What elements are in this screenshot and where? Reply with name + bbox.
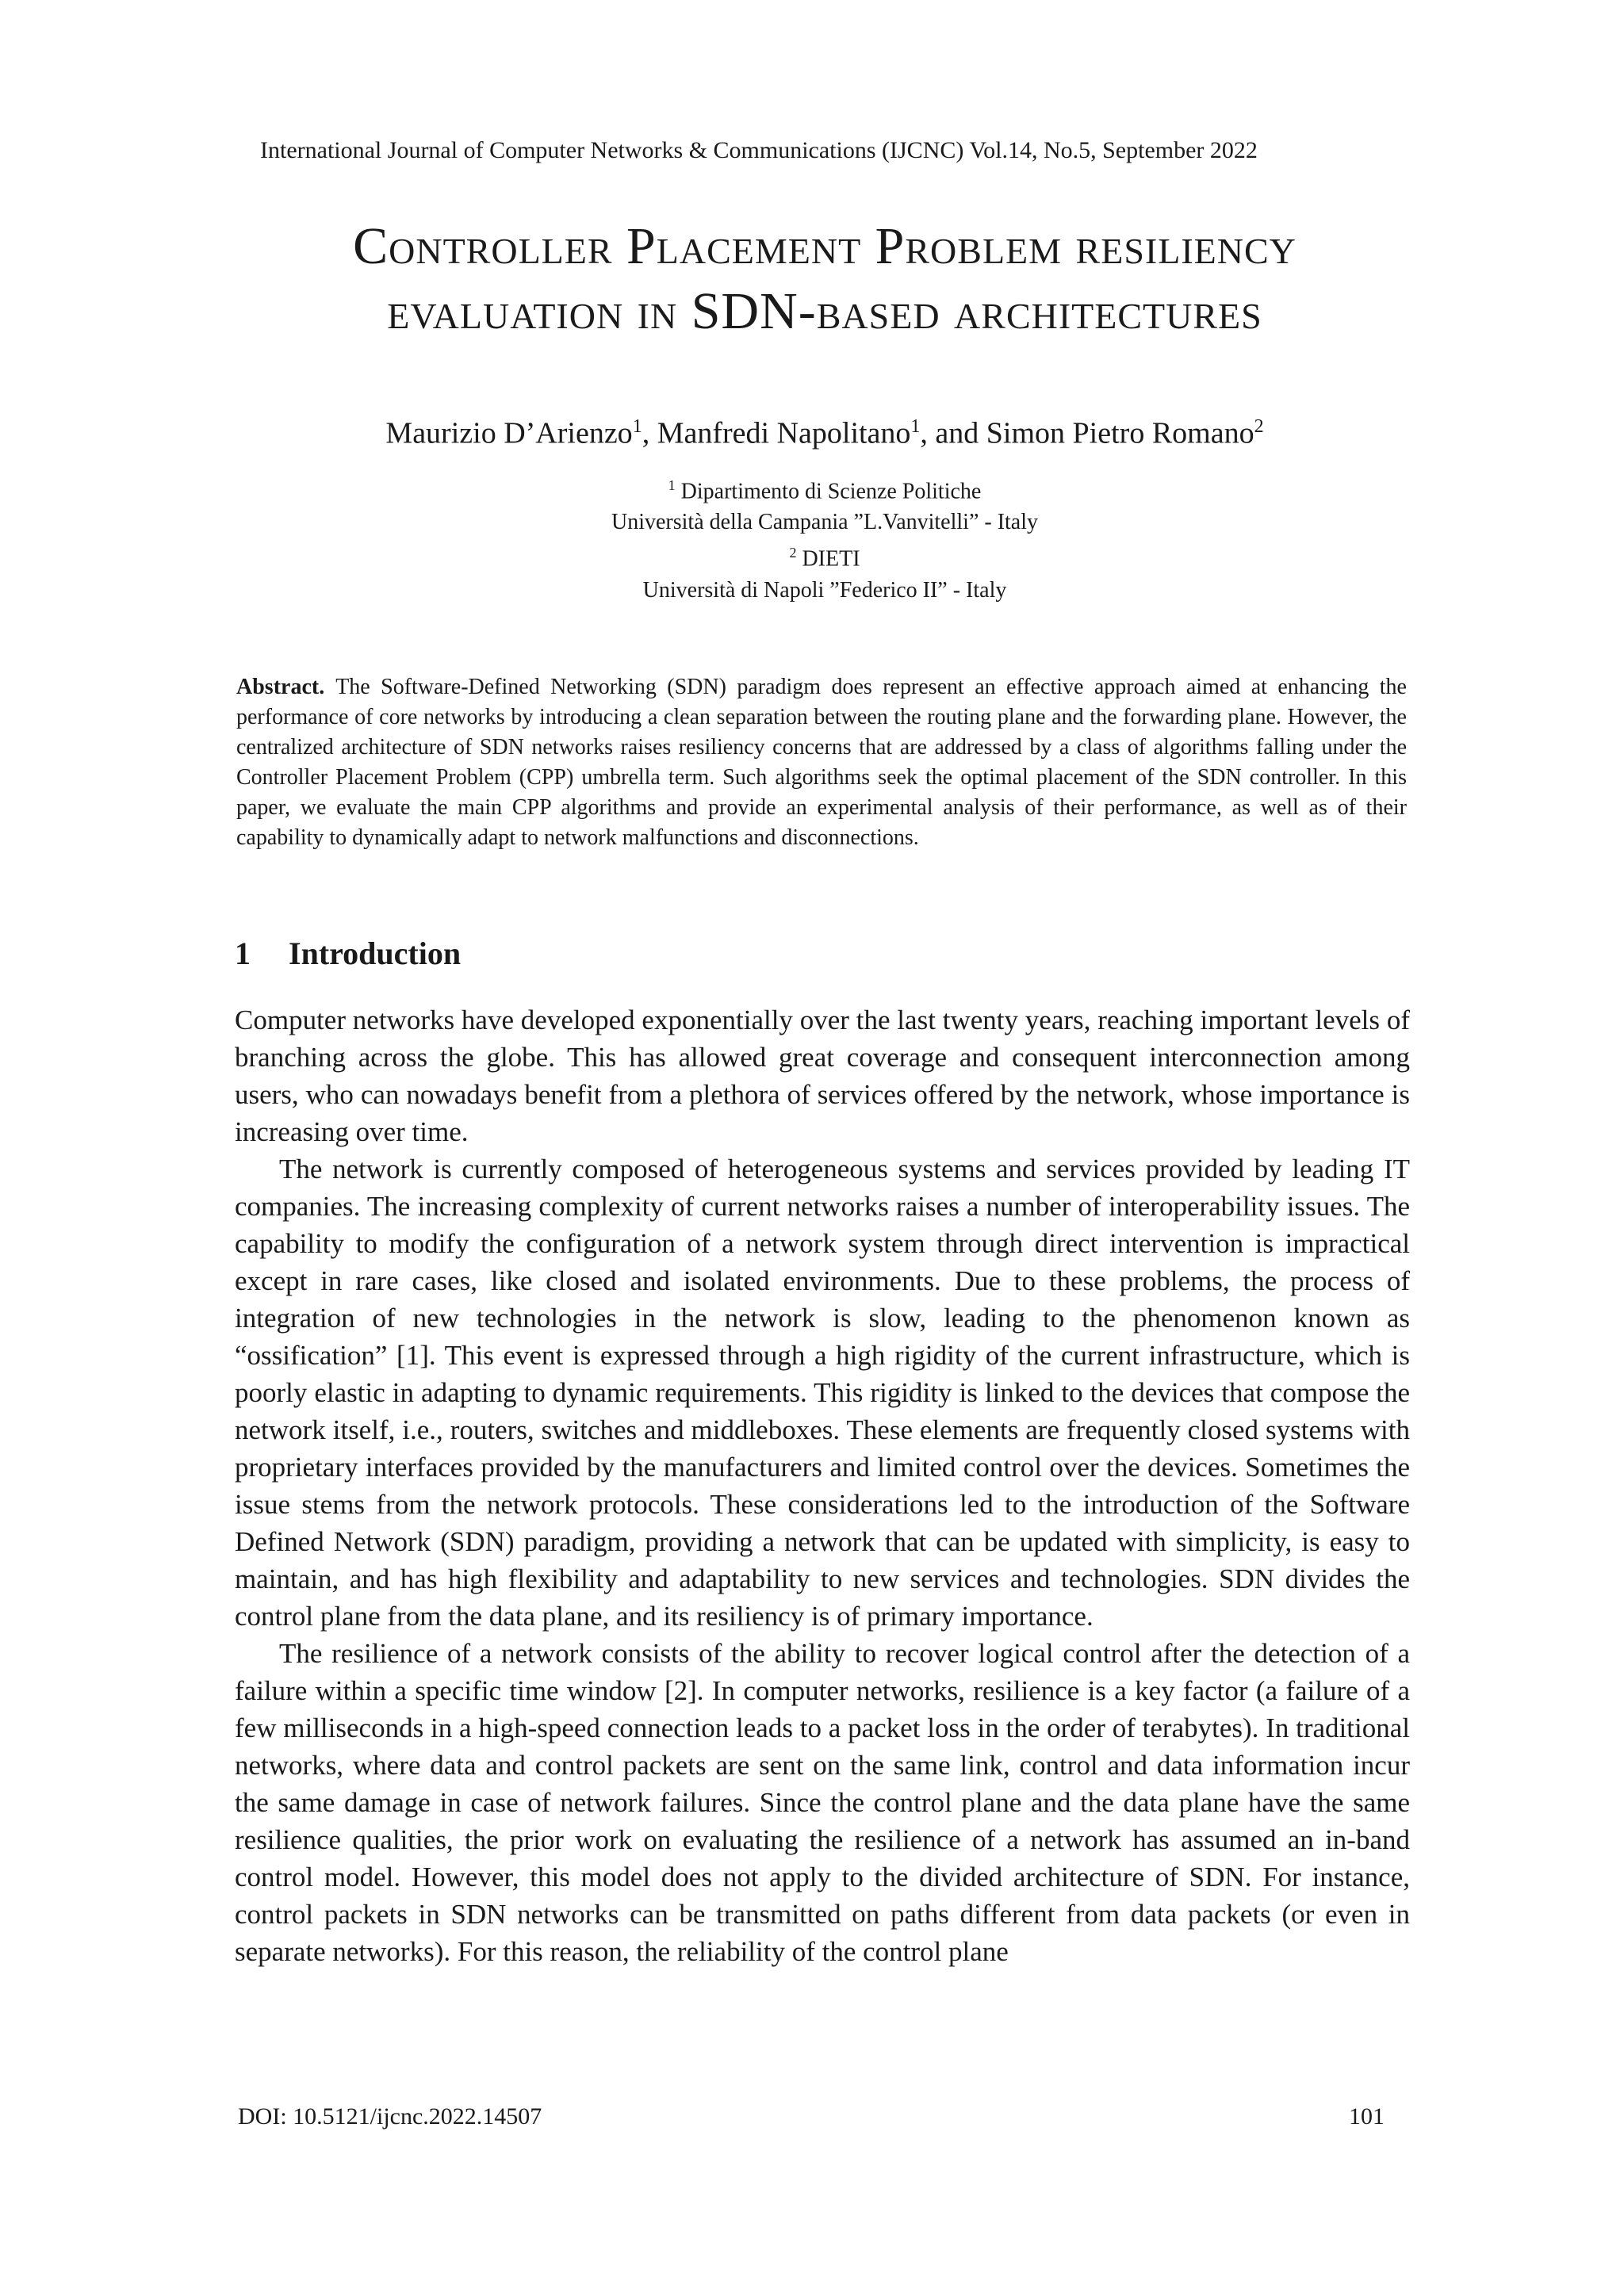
affil-marker: 1	[668, 477, 676, 493]
section-number: 1	[235, 936, 251, 971]
affil-text: DIETI	[796, 546, 860, 572]
section-title: Introduction	[289, 936, 462, 971]
author-affil-marker: 2	[1254, 416, 1264, 437]
author-affil-marker: 1	[910, 416, 921, 437]
abstract-text: The Software-Defined Networking (SDN) paradigm does represent an effective approach aimed at enhancing the performance of core networks by introducing a clean separation between the routing plane and the forwarding plane. However, the centralized architecture of SDN networks raises resiliency concerns that are addressed by a class of algorithms falling under the Controller Placement Problem (CPP) umbrella term. Such algorithms seek the optimal placement of the SDN controller. In this paper, we evaluate the main CPP algorithms and provide an experimental analysis of their performance, as well as of their capability to dynamically adapt to network malfunctions and disconnections.	[236, 675, 1407, 850]
page-number: 101	[1349, 2103, 1385, 2130]
affil-text: Dipartimento di Scienze Politiche	[675, 479, 982, 504]
paper-title	[238, 214, 1411, 344]
author-separator: , and	[920, 416, 986, 450]
abstract-label: Abstract.	[236, 675, 325, 699]
section-heading	[235, 932, 1028, 975]
body-text	[235, 1001, 1410, 1970]
author-name: Manfredi Napolitano	[657, 416, 911, 450]
title-line-1: Controller Placement Problem resiliency	[353, 217, 1297, 275]
running-header: International Journal of Computer Networks & Communications (IJCNC) Vol.14, No.5, September 2022	[260, 137, 1258, 163]
paragraph: The resilience of a network consists of the ability to recover logical control after the detection of a failure within a specific time window [2]. In computer networks, resilience is a key factor (a failure of a few milliseconds in a high-speed connection leads to a packet loss in the order of terabytes). In traditional networks, where data and control packets are sent on the same link, control and data information incur the same damage in case of network failures. Since the control plane and the data plane have the same resilience qualities, the prior work on evaluating the resilience of a network has assumed an in-band control model. However, this model does not apply to the divided architecture of SDN. For instance, control packets in SDN networks can be transmitted on paths different from data packets (or even in separate networks). For this reason, the reliability of the control plane	[235, 1638, 1410, 1967]
affil-marker: 2	[789, 545, 797, 561]
affiliation-1-dept	[238, 470, 1411, 507]
author-name: Maurizio D’Arienzo	[385, 416, 633, 450]
affiliation-1-univ: Università della Campania ”L.Vanvitelli” - Italy	[611, 510, 1039, 535]
author-name: Simon Pietro Romano	[986, 416, 1254, 450]
author-separator: ,	[642, 416, 657, 450]
paragraph: The network is currently composed of heterogeneous systems and services provided by leading IT companies. The increasing complexity of current networks raises a number of interoperability issues. The capability to modify the configuration of a network system through direct intervention is impractical except in rare cases, like closed and isolated environments. Due to these problems, the process of integration of new technologies in the network is slow, leading to the phenomenon known as “ossification” [1]. This event is expressed through a high rigidity of the current infrastructure, which is poorly elastic in adapting to dynamic requirements. This rigidity is linked to the devices that compose the network itself, i.e., routers, switches and middleboxes. These elements are frequently closed systems with proprietary interfaces provided by the manufacturers and limited control over the devices. Sometimes the issue stems from the network protocols. These considerations led to the introduction of the Software Defined Network (SDN) paradigm, providing a network that can be updated with simplicity, is easy to maintain, and has high flexibility and adaptability to new services and technologies. SDN divides the control plane from the data plane, and its resiliency is of primary importance.	[235, 1154, 1410, 1632]
affiliation-2-dept	[238, 538, 1411, 574]
author-list	[238, 407, 1411, 453]
footer-doi: DOI: 10.5121/ijcnc.2022.14507	[238, 2103, 542, 2130]
affiliation-2-univ: Università di Napoli ”Federico II” - Italy	[642, 577, 1007, 603]
abstract	[236, 672, 1407, 853]
title-line-2: evaluation in SDN-based architectures	[387, 282, 1262, 340]
author-affil-marker: 1	[632, 416, 642, 437]
affiliations	[238, 470, 1411, 606]
paragraph: Computer networks have developed exponentially over the last twenty years, reaching important levels of branching across the globe. This has allowed great coverage and consequent interconnection among users, who can nowadays benefit from a plethora of services offered by the network, whose importance is increasing over time.	[235, 1004, 1410, 1147]
